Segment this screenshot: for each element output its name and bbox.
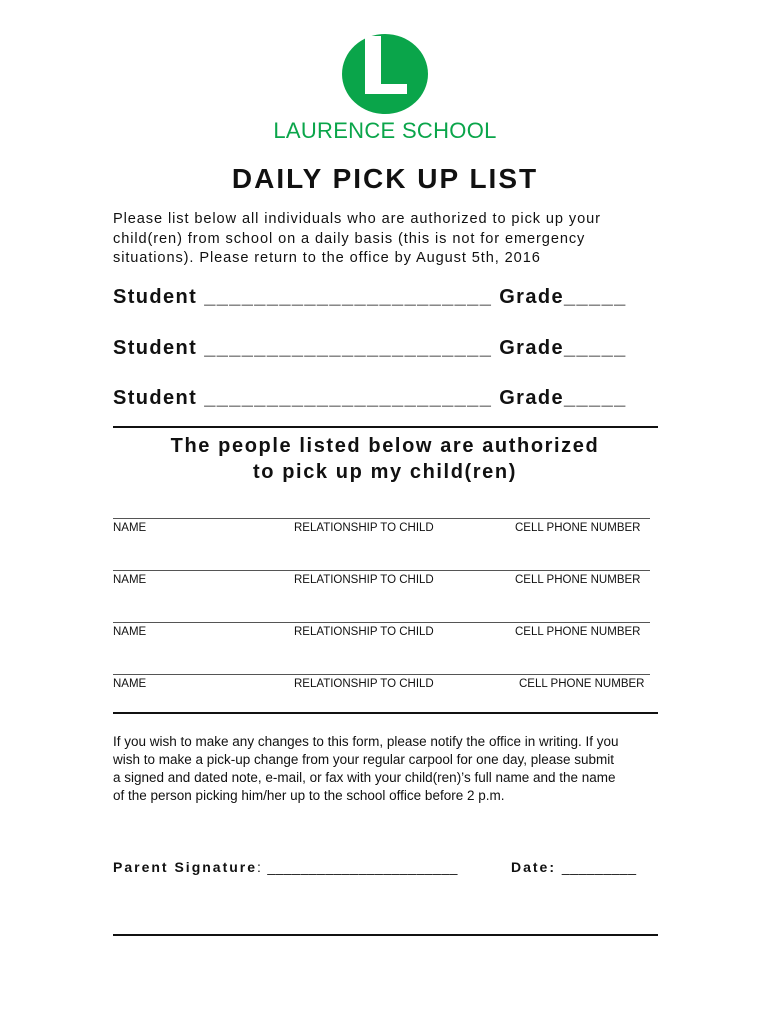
parent-signature-field[interactable]: _______________________ (267, 859, 458, 875)
date-label: Date: (511, 859, 557, 875)
phone-caption: CELL PHONE NUMBER (519, 678, 645, 690)
student-label: Student (113, 286, 198, 308)
divider (113, 426, 658, 428)
name-caption: NAME (113, 574, 147, 586)
grade-label: Grade (499, 387, 565, 409)
student-name-field[interactable]: _______________________ (204, 337, 493, 359)
student-label: Student (113, 387, 198, 409)
student-name-field[interactable]: _______________________ (204, 286, 493, 308)
parent-signature-colon: : (257, 859, 262, 875)
grade-field[interactable]: _____ (564, 286, 627, 308)
relationship-caption: RELATIONSHIP TO CHILD (294, 678, 434, 690)
relationship-caption: RELATIONSHIP TO CHILD (294, 574, 434, 586)
divider (113, 934, 658, 936)
notice-line: wish to make a pick-up change from your regular carpool for one day, please submit (113, 752, 615, 767)
intro-line: child(ren) from school on a daily basis (this is not for emergency (113, 231, 586, 247)
student-name-field[interactable]: _______________________ (204, 387, 493, 409)
contact-entry-line[interactable] (113, 674, 650, 675)
intro-line: Please list below all individuals who are authorized to pick up your (113, 211, 601, 227)
relationship-caption: RELATIONSHIP TO CHILD (294, 626, 434, 638)
parent-signature-label: Parent Signature (113, 859, 258, 875)
student-label: Student (113, 337, 198, 359)
name-caption: NAME (113, 522, 147, 534)
student-row (113, 286, 627, 309)
intro-line: situations). Please return to the office by August 5th, 2016 (113, 250, 541, 266)
divider (113, 712, 658, 714)
notice-line: a signed and dated note, e-mail, or fax with your child(ren)’s full name and the name (113, 770, 616, 785)
phone-caption: CELL PHONE NUMBER (515, 574, 641, 586)
notice-line: of the person picking him/her up to the school office before 2 p.m. (113, 788, 505, 803)
laurence-school-logo-icon (342, 34, 428, 114)
student-row (113, 337, 627, 360)
grade-field[interactable]: _____ (564, 337, 627, 359)
date-field[interactable]: _________ (561, 859, 637, 875)
page-title: DAILY PICK UP LIST (231, 163, 539, 194)
authorized-heading: The people listed below are authorized (170, 435, 600, 457)
grade-field[interactable]: _____ (564, 387, 627, 409)
name-caption: NAME (113, 626, 147, 638)
relationship-caption: RELATIONSHIP TO CHILD (294, 522, 434, 534)
phone-caption: CELL PHONE NUMBER (515, 626, 641, 638)
school-name: LAURENCE SCHOOL (273, 118, 497, 143)
student-row (113, 387, 627, 410)
grade-label: Grade (499, 286, 565, 308)
date-row (511, 859, 636, 875)
name-caption: NAME (113, 678, 147, 690)
grade-label: Grade (499, 337, 565, 359)
authorized-heading: to pick up my child(ren) (253, 461, 517, 483)
contact-entry-line[interactable] (113, 622, 650, 623)
contact-entry-line[interactable] (113, 518, 650, 519)
contact-entry-line[interactable] (113, 570, 650, 571)
notice-line: If you wish to make any changes to this form, please notify the office in writing. If you (113, 734, 619, 749)
phone-caption: CELL PHONE NUMBER (515, 522, 641, 534)
parent-signature-row (113, 859, 458, 875)
